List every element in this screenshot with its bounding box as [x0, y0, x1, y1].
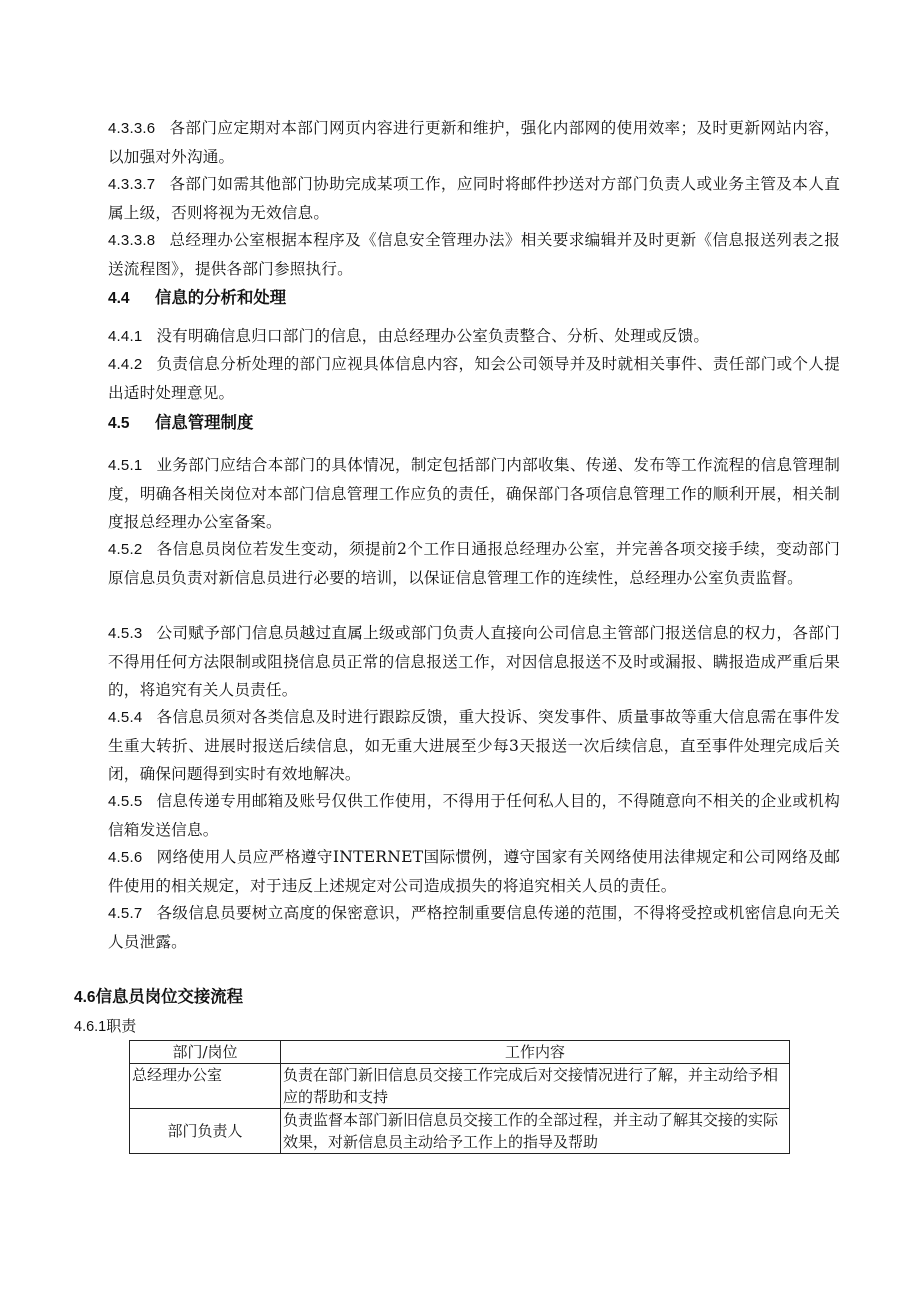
section-title: 信息的分析和处理 [155, 288, 287, 307]
clause-text: 各部门应定期对本部门网页内容进行更新和维护，强化内部网的使用效率；及时更新网站内容，以加强对外沟通。 [108, 119, 840, 166]
section-number: 4.4 [108, 290, 130, 307]
clause-number: 4.4.1 [108, 328, 143, 345]
paragraph-4-5-3 [108, 619, 840, 704]
section-heading-4-6 [74, 982, 243, 1013]
clause-number: 4.5.3 [108, 625, 143, 642]
section-heading-4-4 [108, 283, 286, 314]
subsection-heading-4-6-1 [74, 1014, 136, 1039]
section-number: 4.6 [74, 989, 96, 1006]
content-cell: 负责监督本部门新旧信息员交接工作的全部过程，并主动了解其交接的实际效果，对新信息员主动给予工作上的指导及帮助 [281, 1109, 790, 1154]
responsibility-table [129, 1040, 790, 1154]
table-row [130, 1064, 790, 1109]
table-header-row [130, 1041, 790, 1064]
content-cell: 负责在部门新旧信息员交接工作完成后对交接情况进行了解，并主动给予相应的帮助和支持 [281, 1064, 790, 1109]
clause-text: 没有明确信息归口部门的信息，由总经理办公室负责整合、分析、处理或反馈。 [156, 327, 710, 345]
clause-number: 4.5.7 [108, 905, 143, 922]
clause-number: 4.5.6 [108, 849, 143, 866]
paragraph-4-5-4 [108, 703, 840, 788]
paragraph-4-5-5 [108, 787, 840, 844]
clause-text: 网络使用人员应严格遵守INTERNET国际惯例，遵守国家有关网络使用法律规定和公司网络及邮件使用的相关规定，对于违反上述规定对公司造成损失的将追究相关人员的责任。 [108, 848, 840, 895]
clause-text: 公司赋予部门信息员越过直属上级或部门负责人直接向公司信息主管部门报送信息的权力，各部门不得用任何方法限制或阻挠信息员正常的信息报送工作，对因信息报送不及时或漏报、瞒报造成严重后果的，将追究有关人员责任。 [108, 624, 840, 699]
clause-number: 4.5.1 [108, 457, 143, 474]
subsection-number: 4.6.1 [74, 1019, 107, 1035]
paragraph-4-3-3-8 [108, 226, 840, 283]
clause-number: 4.3.3.8 [108, 232, 156, 249]
clause-text: 各信息员须对各类信息及时进行跟踪反馈，重大投诉、突发事件、质量事故等重大信息需在事件发生重大转折、进展时报送后续信息，如无重大进展至少每3天报送一次后续信息，直至事件处理完成后关闭，确保问题得到实时有效地解决。 [108, 708, 840, 783]
paragraph-4-5-7 [108, 899, 840, 956]
clause-number: 4.4.2 [108, 356, 143, 373]
clause-text: 各级信息员要树立高度的保密意识，严格控制重要信息传递的范围，不得将受控或机密信息向无关人员泄露。 [108, 904, 840, 951]
clause-text: 总经理办公室根据本程序及《信息安全管理办法》相关要求编辑并及时更新《信息报送列表之报送流程图》，提供各部门参照执行。 [108, 231, 840, 278]
clause-text: 负责信息分析处理的部门应视具体信息内容，知会公司领导并及时就相关事件、责任部门或个人提出适时处理意见。 [108, 355, 840, 402]
paragraph-4-5-1 [108, 451, 840, 536]
clause-number: 4.5.2 [108, 541, 143, 558]
paragraph-4-4-2 [108, 350, 840, 407]
section-title: 信息员岗位交接流程 [95, 987, 244, 1006]
table-row [130, 1109, 790, 1154]
section-number: 4.5 [108, 415, 130, 432]
paragraph-4-4-1 [108, 322, 840, 351]
paragraph-4-5-2 [108, 535, 840, 592]
clause-number: 4.3.3.6 [108, 120, 156, 137]
clause-number: 4.3.3.7 [108, 176, 156, 193]
paragraph-4-5-6 [108, 843, 840, 900]
clause-number: 4.5.5 [108, 793, 143, 810]
paragraph-4-3-3-6 [108, 114, 840, 171]
header-content: 工作内容 [281, 1041, 790, 1064]
clause-text: 各部门如需其他部门协助完成某项工作，应同时将邮件抄送对方部门负责人或业务主管及本人直属上级，否则将视为无效信息。 [108, 175, 840, 222]
clause-text: 各信息员岗位若发生变动，须提前2个工作日通报总经理办公室，并完善各项交接手续，变动部门原信息员负责对新信息员进行必要的培训，以保证信息管理工作的连续性，总经理办公室负责监督。 [108, 540, 840, 587]
paragraph-4-3-3-7 [108, 170, 840, 227]
clause-text: 信息传递专用邮箱及账号仅供工作使用，不得用于任何私人目的，不得随意向不相关的企业或机构信箱发送信息。 [108, 792, 840, 839]
clause-text: 业务部门应结合本部门的具体情况，制定包括部门内部收集、传递、发布等工作流程的信息管理制度，明确各相关岗位对本部门信息管理工作应负的责任，确保部门各项信息管理工作的顺利开展，相关制度报总经理办公室备案。 [108, 456, 840, 531]
header-role: 部门/岗位 [130, 1041, 281, 1064]
section-heading-4-5 [108, 408, 253, 439]
section-title: 信息管理制度 [155, 413, 254, 432]
subsection-title: 职责 [106, 1017, 137, 1035]
role-cell: 部门负责人 [130, 1109, 281, 1154]
clause-number: 4.5.4 [108, 709, 143, 726]
role-cell: 总经理办公室 [130, 1064, 281, 1109]
